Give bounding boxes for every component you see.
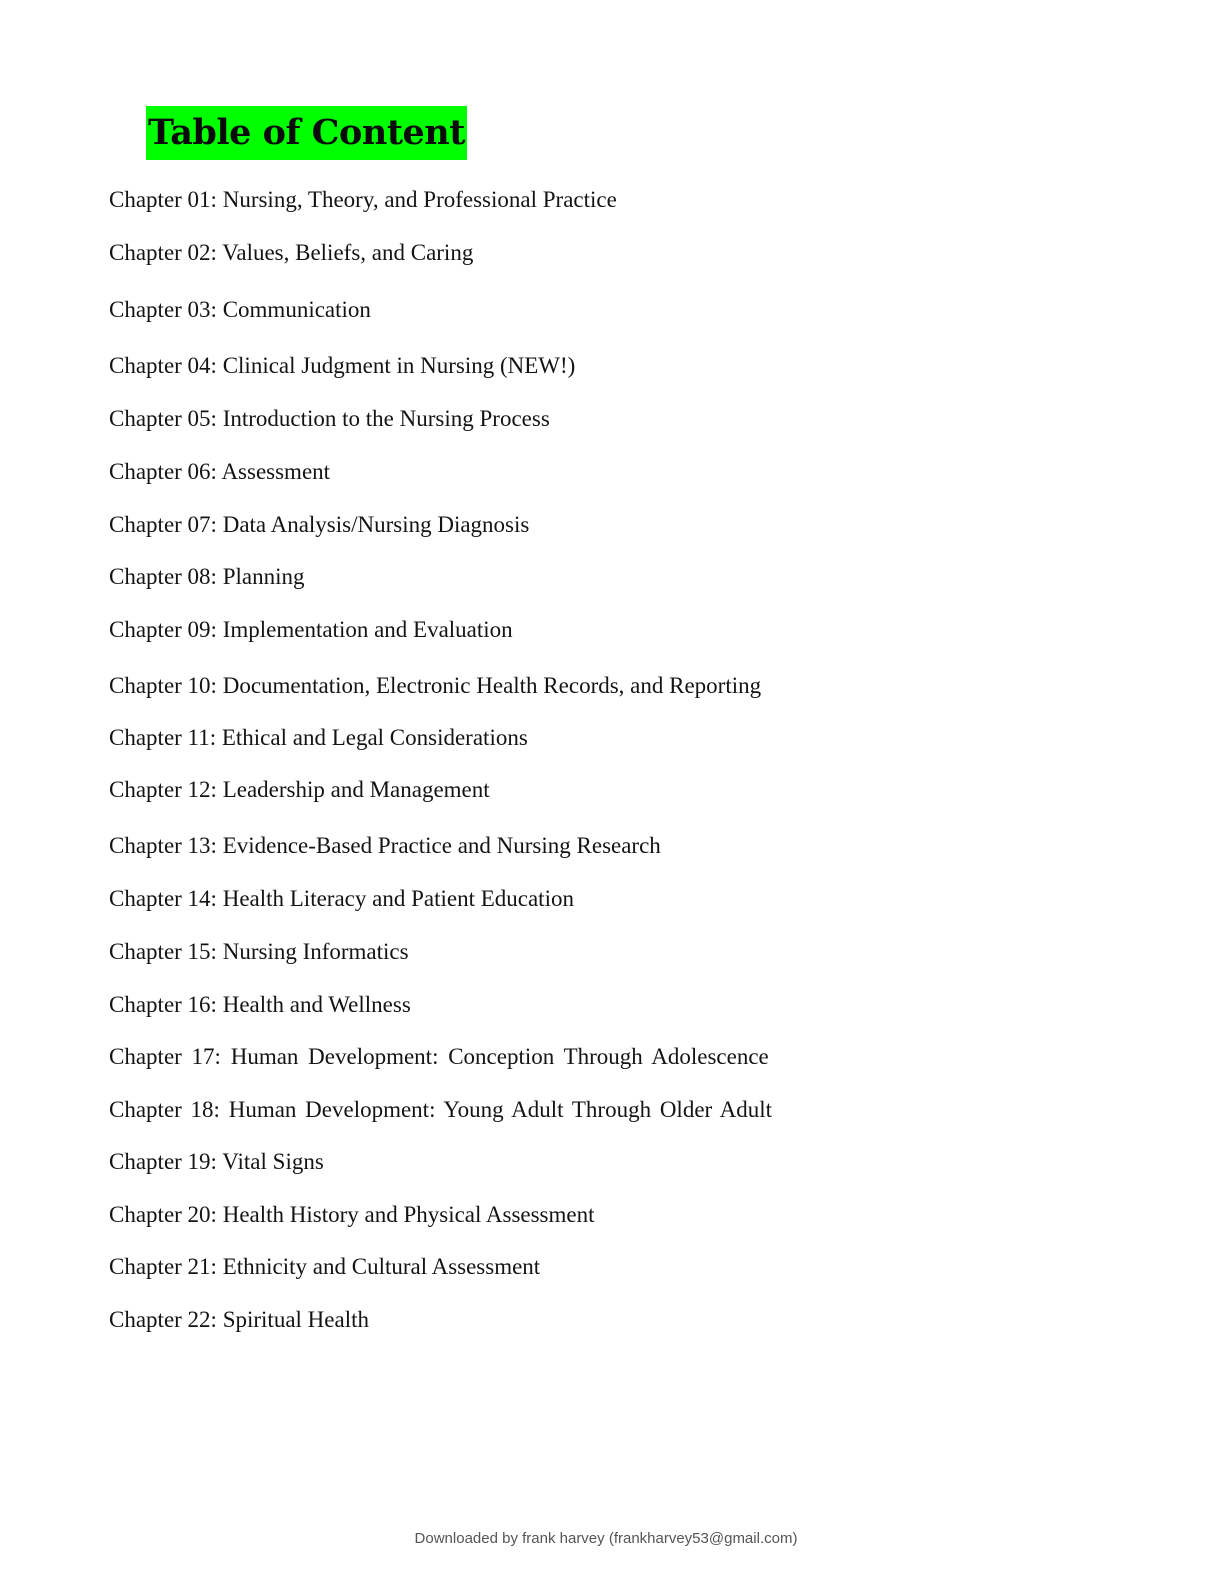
list-item xyxy=(109,186,617,214)
chapter-title: Ethnicity and Cultural Assessment xyxy=(222,1254,541,1279)
chapter-title: Documentation, Electronic Health Records, and Reporting xyxy=(222,673,762,698)
chapter-number: Chapter 04: xyxy=(109,353,217,378)
list-item xyxy=(109,991,411,1019)
chapter-number: Chapter 02: xyxy=(109,240,217,265)
download-footer xyxy=(0,1530,1212,1547)
list-item xyxy=(109,1043,775,1071)
chapter-title: Values, Beliefs, and Caring xyxy=(222,240,474,265)
chapter-title: Health Literacy and Patient Education xyxy=(222,886,574,911)
chapter-title: Human Development: Conception Through Adolescence xyxy=(230,1044,769,1069)
chapter-title: Spiritual Health xyxy=(222,1307,369,1332)
chapter-title: Planning xyxy=(222,564,305,589)
chapter-title: Introduction to the Nursing Process xyxy=(222,406,550,431)
chapter-title: Data Analysis/Nursing Diagnosis xyxy=(222,512,530,537)
list-item xyxy=(109,405,550,433)
chapter-title: Clinical Judgment in Nursing (NEW!) xyxy=(222,353,576,378)
chapter-number: Chapter 08: xyxy=(109,564,217,589)
chapter-number: Chapter 15: xyxy=(109,939,217,964)
chapter-number: Chapter 22: xyxy=(109,1307,217,1332)
list-item xyxy=(109,616,513,644)
chapter-title: Assessment xyxy=(221,459,331,484)
list-item xyxy=(109,724,528,752)
footer-text: Downloaded by frank harvey (frankharvey53@gmail.com) xyxy=(414,1530,798,1547)
list-item xyxy=(109,239,473,267)
chapter-title: Health and Wellness xyxy=(222,992,411,1017)
chapter-title: Human Development: Young Adult Through Older Adult xyxy=(228,1097,773,1122)
chapter-number: Chapter 11: xyxy=(109,725,217,750)
list-item xyxy=(109,832,661,860)
list-item xyxy=(109,776,490,804)
list-item xyxy=(109,1148,324,1176)
page-title-text: Table of Content xyxy=(148,112,465,153)
chapter-title: Communication xyxy=(222,297,371,322)
chapter-number: Chapter 12: xyxy=(109,777,217,802)
chapter-number: Chapter 05: xyxy=(109,406,217,431)
list-item xyxy=(109,1253,540,1281)
list-item xyxy=(109,1306,369,1334)
list-item xyxy=(109,563,304,591)
list-item xyxy=(109,1201,595,1229)
list-item xyxy=(109,352,575,380)
chapter-number: Chapter 14: xyxy=(109,886,217,911)
chapter-number: Chapter 21: xyxy=(109,1254,217,1279)
chapter-number: Chapter 03: xyxy=(109,297,217,322)
list-item xyxy=(109,672,761,700)
chapter-number: Chapter 18: xyxy=(109,1097,220,1122)
page-title xyxy=(146,106,467,160)
chapter-title: Evidence-Based Practice and Nursing Research xyxy=(222,833,661,858)
list-item xyxy=(109,885,574,913)
chapter-number: Chapter 06: xyxy=(109,459,217,484)
list-item xyxy=(109,458,330,486)
list-item xyxy=(109,511,529,539)
chapter-title: Vital Signs xyxy=(222,1149,324,1174)
chapter-number: Chapter 20: xyxy=(109,1202,217,1227)
list-item xyxy=(109,1096,779,1124)
chapter-number: Chapter 09: xyxy=(109,617,217,642)
chapter-title: Health History and Physical Assessment xyxy=(222,1202,595,1227)
chapter-title: Nursing, Theory, and Professional Practice xyxy=(222,187,617,212)
chapter-number: Chapter 01: xyxy=(109,187,217,212)
chapter-number: Chapter 19: xyxy=(109,1149,217,1174)
chapter-number: Chapter 13: xyxy=(109,833,217,858)
chapter-number: Chapter 10: xyxy=(109,673,217,698)
chapter-title: Implementation and Evaluation xyxy=(222,617,513,642)
chapter-title: Nursing Informatics xyxy=(222,939,409,964)
chapter-number: Chapter 16: xyxy=(109,992,217,1017)
chapter-title: Leadership and Management xyxy=(222,777,490,802)
list-item xyxy=(109,296,371,324)
chapter-number: Chapter 17: xyxy=(109,1044,221,1069)
list-item xyxy=(109,938,409,966)
chapter-number: Chapter 07: xyxy=(109,512,217,537)
chapter-title: Ethical and Legal Considerations xyxy=(221,725,528,750)
